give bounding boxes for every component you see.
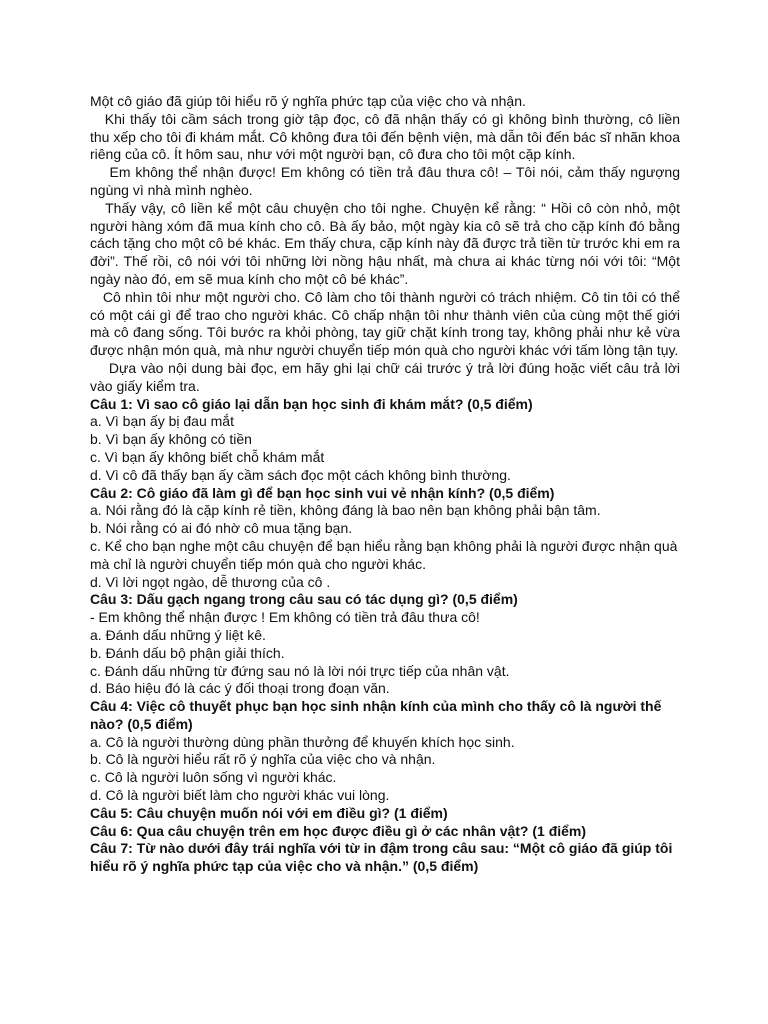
question-1-option-c: c. Vì bạn ấy không biết chỗ khám mắt <box>90 448 325 465</box>
question-2-option-a: a. Nói rằng đó là cặp kính rẻ tiền, không đáng là bao nên bạn không phải bận tâm. <box>90 502 601 519</box>
question-1-option-d: d. Vì cô đã thấy bạn ấy cầm sách đọc một cách không bình thường. <box>90 466 511 483</box>
question-4-option-c: c. Cô là người luôn sống vì người khác. <box>90 769 337 786</box>
question-1-option-a: a. Vì bạn ấy bị đau mắt <box>90 413 234 430</box>
question-1-title: Câu 1: Vì sao cô giáo lại dẫn bạn học sinh đi khám mắt? (0,5 điểm) <box>90 395 533 412</box>
document-page <box>90 93 684 876</box>
question-1-option-b: b. Vì bạn ấy không có tiền <box>90 431 252 448</box>
question-2-option-d: d. Vì lời ngọt ngào, dễ thương của cô . <box>90 573 331 590</box>
question-3-option-b: b. Đánh dấu bộ phận giải thích. <box>90 644 285 661</box>
question-4-title: Câu 4: Việc cô thuyết phục bạn học sinh nhận kính của mình cho thấy cô là người thế nào? (0,5 điểm) <box>90 698 666 732</box>
question-3-quoted-sentence: - Em không thể nhận được ! Em không có tiền trả đâu thưa cô! <box>90 609 480 626</box>
question-2-option-c: c. Kể cho bạn nghe một câu chuyện để bạn hiểu rằng bạn không phải là người được nhận quà mà chỉ là người chuyển tiếp món quà cho người khác. <box>90 537 682 572</box>
question-4-option-a: a. Cô là người thường dùng phần thưởng để khuyến khích học sinh. <box>90 733 515 750</box>
question-7-title: Câu 7: Từ nào dưới đây trái nghĩa với từ in đậm trong câu sau: “Một cô giáo đã giúp tôi hiểu rõ ý nghĩa phức tạp của việc cho và nhận.” (0,5 điểm) <box>90 840 677 875</box>
question-4-option-d: d. Cô là người biết làm cho người khác vui lòng. <box>90 787 390 804</box>
question-2-option-b: b. Nói rằng có ai đó nhờ cô mua tặng bạn. <box>90 520 353 537</box>
question-3-option-c: c. Đánh dấu những từ đứng sau nó là lời nói trực tiếp của nhân vật. <box>90 662 510 679</box>
passage-paragraph-3: Thấy vậy, cô liền kể một câu chuyện cho tôi nghe. Chuyện kể rằng: “ Hồi cô còn nhỏ, một người hàng xóm đã mua kính cho cô. Bà ấy bảo, một ngày kia cô sẽ trả cho cặp kính đó bằng cách tặng cho một cô bé khác. Em thấy chưa, cặp kính này đã được trả tiền từ trước khi em ra đời”. Thế rồi, cô nói với tôi những lời nồng hậu nhất, mà chưa ai khác từng nói với tôi: “Một ngày nào đó, em sẽ mua kính cho một cô bé khác”. <box>90 199 684 287</box>
instruction: Dựa vào nội dung bài đọc, em hãy ghi lại chữ cái trước ý trả lời đúng hoặc viết câu trả lời vào giấy kiểm tra. <box>90 359 684 394</box>
passage-intro: Một cô giáo đã giúp tôi hiểu rõ ý nghĩa phức tạp của việc cho và nhận. <box>90 93 526 109</box>
question-4-option-b: b. Cô là người hiểu rất rõ ý nghĩa của việc cho và nhận. <box>90 751 436 768</box>
question-3-option-a: a. Đánh dấu những ý liệt kê. <box>90 626 266 643</box>
question-6-title: Câu 6: Qua câu chuyện trên em học được điều gì ở các nhân vật? (1 điểm) <box>90 822 587 839</box>
question-2-title: Câu 2: Cô giáo đã làm gì để bạn học sinh vui vẻ nhận kính? (0,5 điểm) <box>90 484 555 501</box>
question-3-title: Câu 3: Dấu gạch ngang trong câu sau có tác dụng gì? (0,5 điểm) <box>90 591 518 608</box>
passage-paragraph-1: Khi thấy tôi cầm sách trong giờ tập đọc, cô đã nhận thấy có gì không bình thường, cô liền thu xếp cho tôi đi khám mắt. Cô không đưa tôi đến bệnh viện, mà dẫn tôi đến bác sĩ nhãn khoa riêng của cô. Ít hôm sau, như với một người bạn, cô đưa cho tôi một cặp kính. <box>90 110 684 163</box>
passage-paragraph-2: Em không thể nhận được! Em không có tiền trả đâu thưa cô! – Tôi nói, cảm thấy ngượng ngùng vì nhà mình nghèo. <box>90 164 684 198</box>
question-5-title: Câu 5: Câu chuyện muốn nói với em điều gì? (1 điểm) <box>90 804 448 821</box>
passage-paragraph-4: Cô nhìn tôi như một người cho. Cô làm cho tôi thành người có trách nhiệm. Cô tin tôi có thể có một cái gì để trao cho người khác. Cô chấp nhận tôi như thành viên của cùng một thế giới mà cô đang sống. Tôi bước ra khỏi phòng, tay giữ chặt kính trong tay, không phải như kẻ vừa được nhận món quà, mà như người chuyển tiếp món quà cho người khác với tấm lòng tận tụy. <box>90 288 684 359</box>
question-3-option-d: d. Báo hiệu đó là các ý đối thoại trong đoạn văn. <box>90 680 390 697</box>
